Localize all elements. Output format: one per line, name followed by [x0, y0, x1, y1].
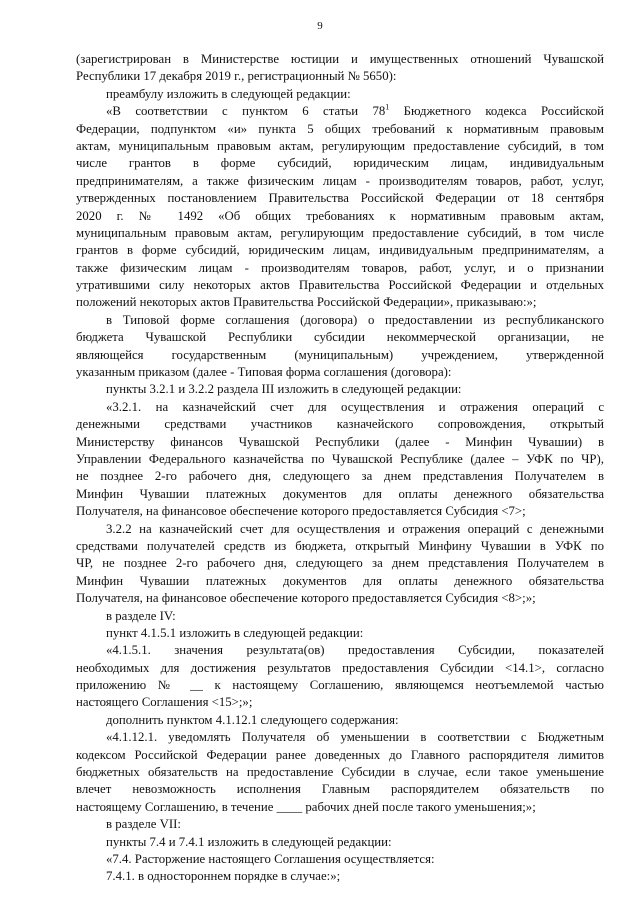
line-text: дополнить пунктом 4.1.12.1 следующего содержания: [106, 712, 399, 727]
text-line [76, 677, 604, 694]
text-line [76, 399, 604, 416]
text-line [76, 86, 604, 103]
line-text: Получателя, на финансовое обеспечение которого предоставляется Субсидия <7>; [76, 504, 526, 519]
text-line [76, 277, 604, 294]
text-line [76, 451, 604, 468]
text-line [76, 555, 604, 572]
line-text: грантов в форме субсидий, юридическим лицам, индивидуальным предпринимателям, а [76, 243, 604, 258]
line-text: не позднее 2-го рабочего дня, следующего за днем представления Получателем в [76, 469, 604, 484]
line-text: утратившими силу некоторых актов Правительства Российской Федерации и отдельных [76, 278, 604, 293]
line-text: также физическим лицам - производителям товаров, работ, услуг, и о признании [76, 260, 604, 275]
text-line [76, 625, 604, 642]
text-line [76, 242, 604, 259]
line-text: Федерации, подпунктом «и» пункта 5 общих требований к нормативным правовым [76, 121, 604, 136]
line-text: преамбулу изложить в следующей редакции: [106, 86, 351, 101]
text-line [76, 312, 604, 329]
line-text: кодексом Российской Федерации ранее доведенных до Главного распорядителя лимитов [76, 747, 604, 762]
line-text: являющейся государственным (муниципальным) учреждением, утвержденной [76, 347, 604, 362]
text-line [76, 381, 604, 398]
line-text: утвержденных постановлением Правительства Российской Федерации от 18 сентября [76, 191, 604, 206]
text-line [76, 155, 604, 172]
line-text: «7.4. Расторжение настоящего Соглашения осуществляется: [106, 851, 435, 866]
line-text: в Типовой форме соглашения (договора) о предоставлении из республиканского [106, 312, 604, 327]
line-text: числе грантов в форме субсидий, юридическим лицам, индивидуальным [76, 156, 604, 171]
text-line [76, 51, 604, 68]
line-text-after: Бюджетного кодекса Российской [389, 104, 604, 119]
text-line [76, 781, 604, 798]
text-line [76, 573, 604, 590]
line-text: ЧР, не позднее 2-го рабочего дня, следующего за днем представления Получателем в [76, 556, 604, 571]
line-text: муниципальным правовым актам, регулирующим предоставление субсидий, в том числе [76, 225, 604, 240]
line-text: Управлении Федерального казначейства по Чувашской Республике (далее – УФК по ЧР), [76, 451, 604, 466]
text-line [76, 364, 604, 381]
line-text: Минфин Чувашии платежных документов для оплаты денежного обязательства [76, 573, 604, 588]
text-line [76, 434, 604, 451]
text-line [76, 764, 604, 781]
text-line [76, 329, 604, 346]
text-line [76, 538, 604, 555]
superscript: 1 [385, 103, 390, 112]
text-line [76, 868, 604, 885]
text-line [76, 486, 604, 503]
line-text: настоящему Соглашению, в течение ____ рабочих дней после такого уменьшения;»; [76, 799, 536, 814]
text-line [76, 712, 604, 729]
line-text: пункты 7.4 и 7.4.1 изложить в следующей редакции: [106, 834, 392, 849]
text-line [76, 208, 604, 225]
line-text: предпринимателям, а также физическим лицам - производителям товаров, работ, услуг, [76, 173, 604, 188]
line-text: указанным приказом (далее - Типовая форма соглашения (договора): [76, 365, 452, 380]
line-text: 3.2.2 на казначейский счет для осуществления и отражения операций с денежными [106, 521, 604, 536]
text-line [76, 173, 604, 190]
text-line [76, 121, 604, 138]
line-text: настоящего Соглашения <15>;»; [76, 695, 253, 710]
text-line [76, 190, 604, 207]
page-number: 9 [317, 20, 323, 32]
text-line [76, 729, 604, 746]
text-line [76, 816, 604, 833]
text-line [76, 468, 604, 485]
text-line [76, 590, 604, 607]
line-text: бюджетных обязательств на предоставление Субсидии в случае, если такое уменьшение [76, 765, 604, 780]
line-text: положений некоторых актов Правительства Российской Федерации», приказываю:»; [76, 295, 537, 310]
line-text: пункты 3.2.1 и 3.2.2 раздела III изложить в следующей редакции: [106, 382, 462, 397]
line-text: денежными средствами участников казначейского сопровождения, открытый [76, 417, 604, 432]
line-text: бюджета Чувашской Республики субсидии некоммерческой организации, не [76, 330, 604, 345]
line-text: 2020 г. № 1492 «Об общих требованиях к нормативным правовым актам, [76, 208, 604, 223]
line-text: 7.4.1. в одностороннем порядке в случае:»; [106, 869, 341, 884]
document-body [76, 51, 604, 886]
text-line [76, 660, 604, 677]
line-text: влечет невозможность исполнения Главным распорядителем обязательств по [76, 782, 604, 797]
text-line [76, 503, 604, 520]
line-text: «В соответствии с пунктом 6 статьи 78 [106, 104, 386, 119]
text-line [76, 694, 604, 711]
text-line [76, 851, 604, 868]
text-line [76, 799, 604, 816]
text-line [76, 521, 604, 538]
line-text: актам, муниципальным правовым актам, регулирующим предоставление субсидий, в том [76, 138, 604, 153]
text-line [76, 294, 604, 311]
line-text: Республики 17 декабря 2019 г., регистрационный № 5650): [76, 69, 397, 84]
text-line [76, 138, 604, 155]
line-text: «4.1.12.1. уведомлять Получателя об уменьшении в соответствии с Бюджетным [106, 730, 604, 745]
line-text: Минфин Чувашии платежных документов для оплаты денежного обязательства [76, 486, 604, 501]
line-text: в разделе VII: [106, 817, 181, 832]
line-text: в разделе IV: [106, 608, 176, 623]
line-text: пункт 4.1.5.1 изложить в следующей редакции: [106, 625, 364, 640]
line-text: средствами получателей средств из бюджета, открытый Минфину Чувашии в УФК по [76, 538, 604, 553]
text-line [76, 416, 604, 433]
text-line [76, 747, 604, 764]
text-line [76, 642, 604, 659]
line-text: «3.2.1. на казначейский счет для осуществления и отражения операций с [106, 399, 604, 414]
text-line [76, 103, 604, 120]
line-text: необходимых для достижения результатов предоставления Субсидии <14.1>, согласно [76, 660, 604, 675]
line-text: Получателя, на финансовое обеспечение которого предоставляется Субсидия <8>;»; [76, 591, 536, 606]
line-text: «4.1.5.1. значения результата(ов) предоставления Субсидии, показателей [106, 643, 604, 658]
text-line [76, 260, 604, 277]
line-text: (зарегистрирован в Министерстве юстиции и имущественных отношений Чувашской [76, 52, 604, 66]
line-text: Министерству финансов Чувашской Республики (далее - Минфин Чувашии) в [76, 434, 604, 449]
text-line [76, 68, 604, 85]
text-line [76, 608, 604, 625]
line-text: приложению № __ к настоящему Соглашению, являющемся неотъемлемой частью [76, 678, 604, 693]
text-line [76, 225, 604, 242]
text-line [76, 834, 604, 851]
text-line [76, 347, 604, 364]
